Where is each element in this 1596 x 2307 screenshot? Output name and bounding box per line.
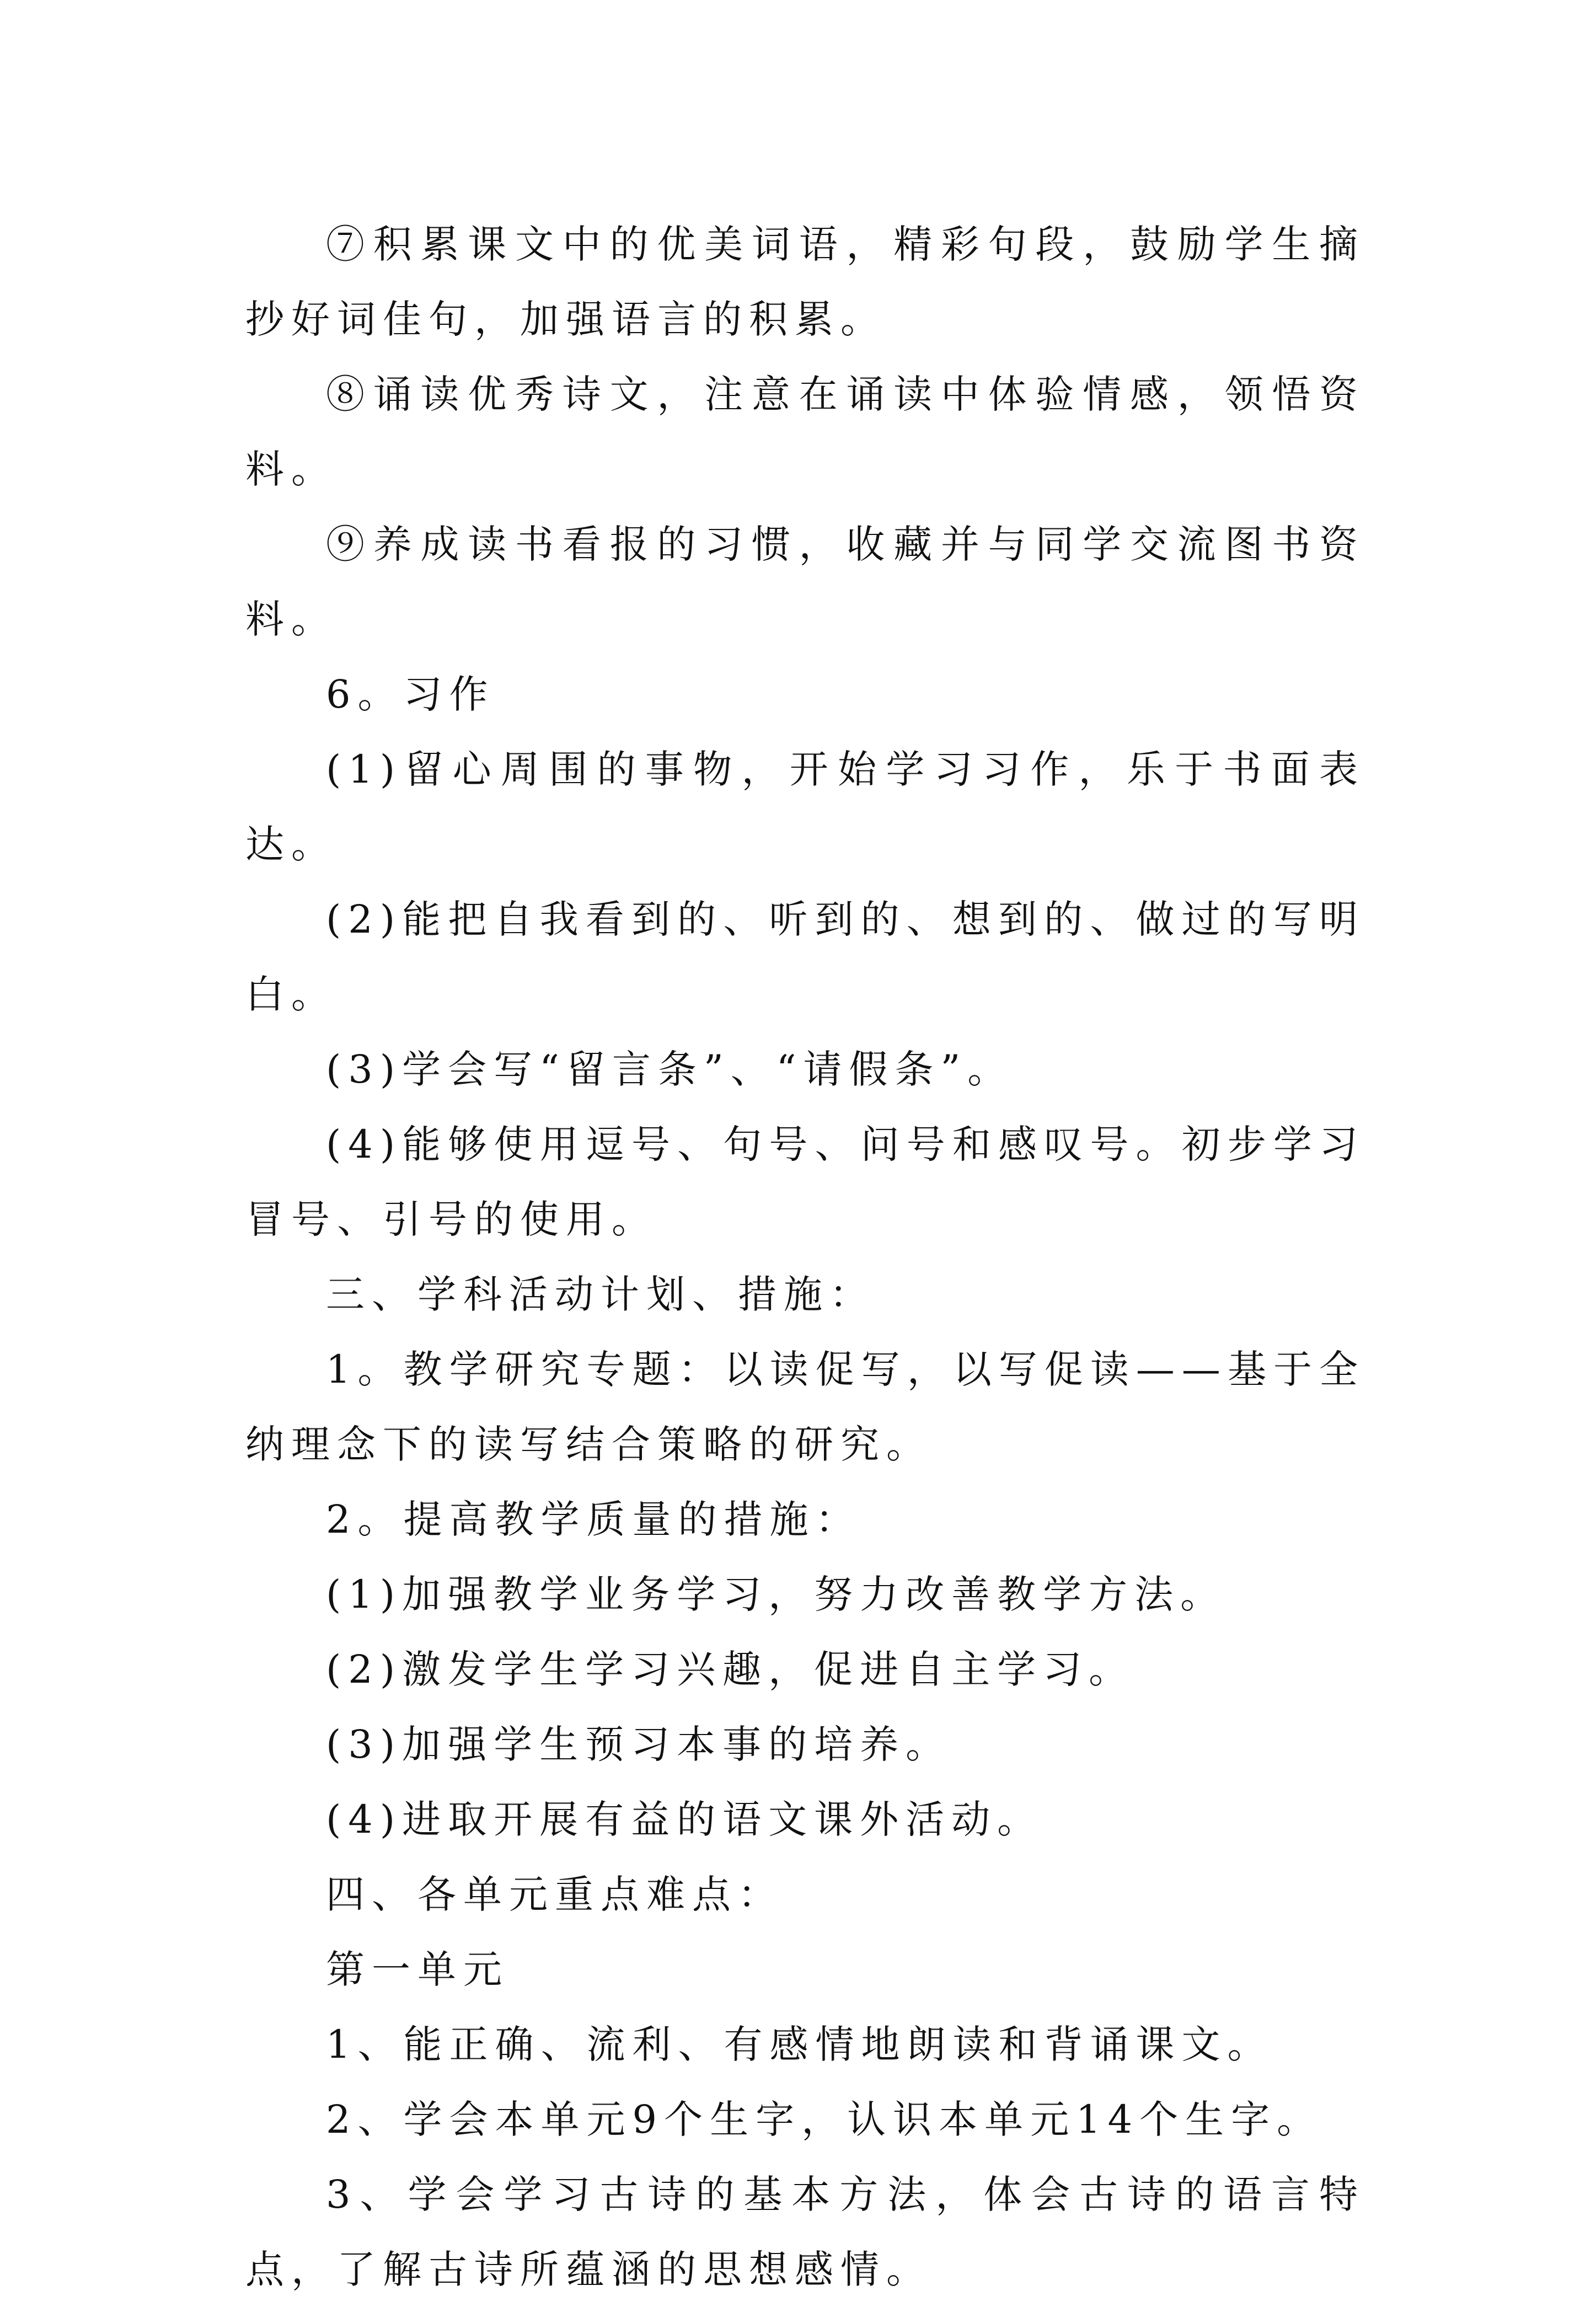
paragraph-unit-one-2: 2、学会本单元9个生字，认识本单元14个生字。 — [326, 2097, 1323, 2142]
paragraph-measure-2: (2)激发学生学习兴趣，促进自主学习。 — [326, 1647, 1135, 1692]
paragraph-research-topic: 1。教学研究专题：以读促写，以写促读——基于全纳理念下的读写结合策略的研究。 — [245, 1347, 1365, 1467]
paragraph-item-9: ⑨养成读书看报的习惯，收藏并与同学交流图书资料。 — [245, 522, 1365, 642]
section-heading-writing: 6。习作 — [326, 672, 495, 717]
paragraph-item-7: ⑦积累课文中的优美词语，精彩句段，鼓励学生摘抄好词佳句，加强语言的积累。 — [245, 222, 1365, 342]
section-heading-unit-focus: 四、各单元重点难点： — [326, 1872, 784, 1917]
paragraph-measure-1: (1)加强教学业务学习，努力改善教学方法。 — [326, 1572, 1227, 1617]
paragraph-writing-1: (1)留心周围的事物，开始学习习作，乐于书面表达。 — [245, 747, 1365, 867]
subheading-unit-one: 第一单元 — [326, 1947, 509, 1992]
paragraph-measure-3: (3)加强学生预习本事的培养。 — [326, 1722, 952, 1767]
section-heading-activities: 三、学科活动计划、措施： — [326, 1272, 875, 1317]
paragraph-item-8: ⑧诵读优秀诗文，注意在诵读中体验情感，领悟资料。 — [245, 372, 1365, 492]
paragraph-writing-2: (2)能把自我看到的、听到的、想到的、做过的写明白。 — [245, 897, 1365, 1017]
paragraph-writing-3: (3)学会写“留言条”、“请假条”。 — [326, 1047, 1014, 1092]
paragraph-writing-4: (4)能够使用逗号、句号、问号和感叹号。初步学习冒号、引号的使用。 — [245, 1122, 1365, 1242]
paragraph-unit-one-1: 1、能正确、流利、有感情地朗读和背诵课文。 — [326, 2022, 1273, 2067]
paragraph-measure-4: (4)进取开展有益的语文课外活动。 — [326, 1797, 1043, 1842]
paragraph-unit-one-3: 3、学会学习古诗的基本方法，体会古诗的语言特点，了解古诗所蕴涵的思想感情。 — [245, 2172, 1365, 2292]
document-body — [245, 207, 1365, 2307]
subheading-quality-measures: 2。提高教学质量的措施： — [326, 1497, 861, 1542]
